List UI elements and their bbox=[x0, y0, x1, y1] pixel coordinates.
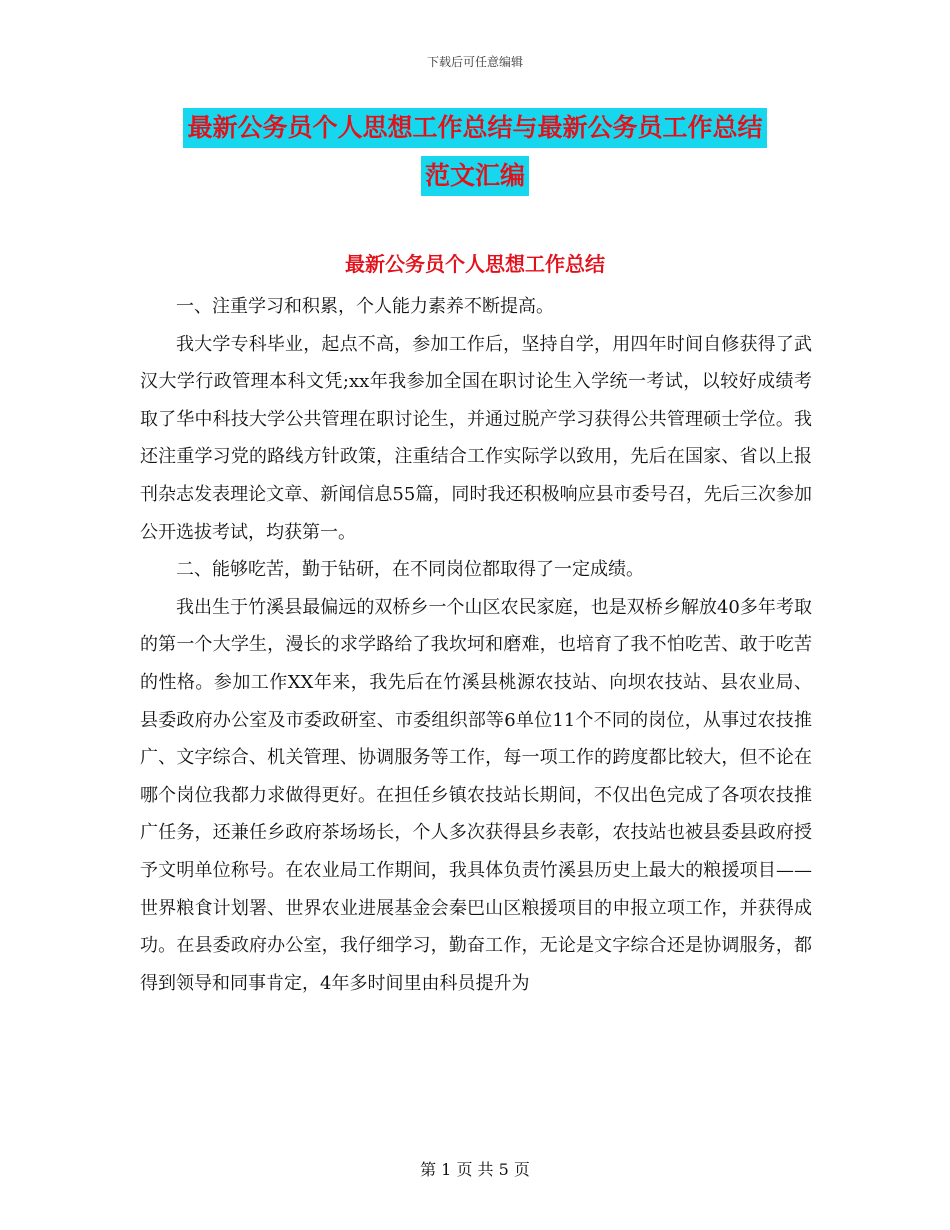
body-text bbox=[140, 288, 812, 1002]
document-title bbox=[0, 108, 950, 196]
document-title-line-1: 最新公务员个人思想工作总结与最新公务员工作总结 bbox=[183, 108, 766, 148]
paragraph-heading-1: 一、注重学习和积累，个人能力素养不断提高。 bbox=[176, 296, 554, 317]
section-title: 最新公务员个人思想工作总结 bbox=[345, 252, 605, 276]
paragraph: 我出生于竹溪县最偏远的双桥乡一个山区农民家庭，也是双桥乡解放40多年考取的第一个大学生，漫长的求学路给了我坎坷和磨难，也培育了我不怕吃苦、敢于吃苦的性格。参加工作XX年来，我先后在竹溪县桃源农技站、向坝农技站、县农业局、县委政府办公室及市委政研室、市委组织部等6单位11个不同的岗位，从事过农技推广、文字综合、机关管理、协调服务等工作，每一项工作的跨度都比较大，但不论在哪个岗位我都力求做得更好。在担任乡镇农技站长期间，不仅出色完成了各项农技推广任务，还兼任乡政府茶场场长，个人多次获得县乡表彰，农技站也被县委县政府授予文明单位称号。在农业局工作期间，我具体负责竹溪县历史上最大的粮援项目——世界粮食计划署、世界农业进展基金会秦巴山区粮援项目的申报立项工作，并获得成功。在县委政府办公室，我仔细学习，勤奋工作，无论是文字综合还是协调服务，都得到领导和同事肯定，4年多时间里由科员提升为 bbox=[140, 596, 812, 994]
header-note: 下载后可任意编辑 bbox=[426, 55, 523, 69]
document-title-line-2: 范文汇编 bbox=[421, 156, 529, 196]
paragraph: 我大学专科毕业，起点不高，参加工作后，坚持自学，用四年时间自修获得了武汉大学行政管理本科文凭;xx年我参加全国在职讨论生入学统一考试，以较好成绩考取了华中科技大学公共管理在职讨论生，并通过脱产学习获得公共管理硕士学位。我还注重学习党的路线方针政策，注重结合工作实际学以致用，先后在国家、省以上报刊杂志发表理论文章、新闻信息55篇，同时我还积极响应县市委号召，先后三次参加公开选拔考试，均获第一。 bbox=[140, 333, 812, 543]
page-footer: 第 1 页 共 5 页 bbox=[420, 1160, 530, 1179]
paragraph-heading-2: 二、能够吃苦，勤于钻研，在不同岗位都取得了一定成绩。 bbox=[176, 559, 644, 581]
